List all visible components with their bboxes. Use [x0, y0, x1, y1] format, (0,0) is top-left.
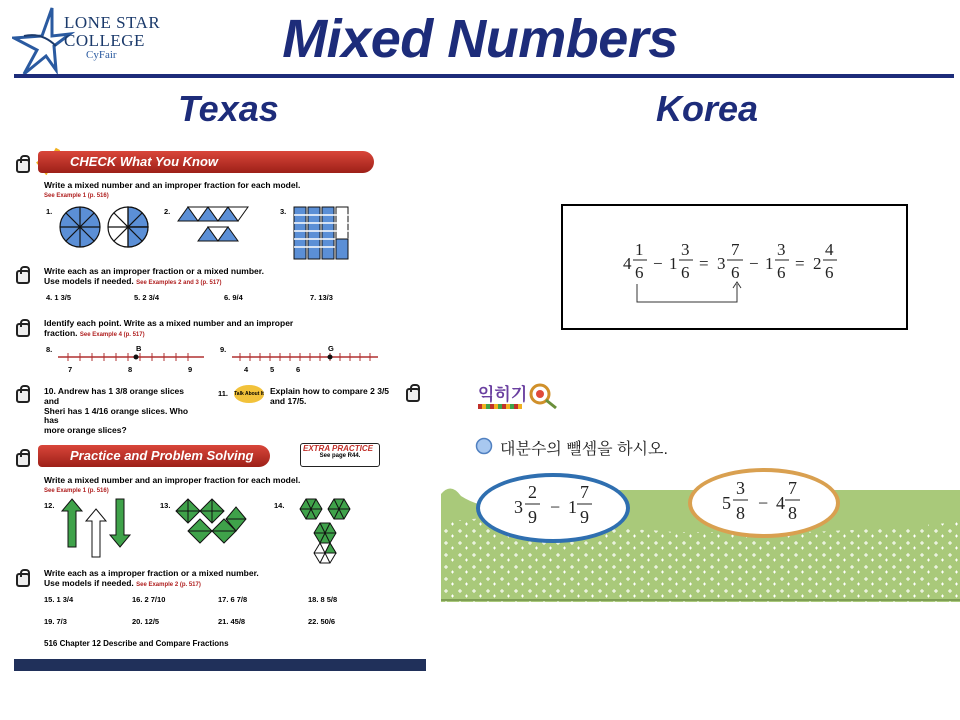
tick-label: 4: [244, 365, 249, 374]
hexagon-fraction-model: [290, 495, 362, 565]
check-instruction-3a: Identify each point. Write as a mixed number and an improper: [44, 318, 294, 328]
p2-a-den: 8: [736, 503, 745, 523]
p2-b-whole: 4: [776, 493, 785, 513]
numberline-8-point: B: [136, 344, 142, 353]
check-instruction-2: [44, 267, 264, 287]
question-10-line3: more orange slices?: [44, 425, 127, 436]
exercise-16: 16. 2 7/10: [132, 595, 166, 604]
b-whole: 1: [669, 254, 678, 273]
practice-see-2: See Example 2 (p. 517): [136, 581, 201, 588]
extra-practice-page: See page R44.: [319, 453, 361, 459]
p1-b-den: 9: [580, 507, 589, 527]
r-whole: 2: [813, 254, 822, 273]
check-banner: [38, 151, 374, 173]
texas-textbook-page: [14, 145, 426, 671]
exercise-4: 4. 1 3/5: [46, 293, 72, 302]
a-whole: 4: [623, 254, 632, 273]
check-instruction-2b: Use models if needed.: [44, 275, 134, 286]
exercise-18: 18. 8 5/8: [308, 595, 338, 604]
check-instruction-1: Write a mixed number and an improper fraction for each model.: [44, 180, 301, 190]
practice-see-1: See Example 1 (p. 516): [44, 488, 109, 494]
svg-text:=: =: [795, 254, 805, 273]
numberline-8: [56, 350, 206, 364]
p1-b-num: 7: [580, 482, 589, 502]
numberline-9-label: 9.: [220, 345, 227, 354]
item-13-label: 13.: [160, 501, 171, 510]
extra-practice-title: EXTRA PRACTICE: [303, 444, 373, 453]
check-instruction-3b: fraction.: [44, 327, 78, 338]
worked-subtraction-example: [563, 206, 906, 328]
page-nav-bar: [14, 659, 426, 671]
exercise-17: 17. 6 7/8: [218, 595, 248, 604]
magnifier-icon: [528, 380, 560, 410]
tick-label: 9: [188, 365, 193, 374]
tick-label: 8: [128, 365, 133, 374]
p2-b-num: 7: [788, 478, 797, 498]
logo-text: [64, 14, 160, 61]
korea-prompt: 대분수의 뺄셈을 하시오.: [500, 441, 668, 458]
practice-banner-text: Practice and Problem Solving: [70, 448, 254, 463]
d-whole: 1: [765, 254, 774, 273]
item-14-label: 14.: [274, 501, 285, 510]
texas-heading: Texas: [178, 88, 279, 129]
arrow-fraction-model: [60, 497, 132, 559]
exercise-21: 21. 45/8: [218, 617, 246, 626]
c-num: 7: [731, 240, 740, 259]
p1-a-num: 2: [528, 482, 537, 502]
tick-label: 6: [296, 365, 301, 374]
exercise-19: 19. 7/3: [44, 617, 67, 626]
lock-icon: [16, 573, 30, 587]
item-1-label: 1.: [46, 207, 53, 216]
check-see-3: See Example 4 (p. 517): [79, 331, 145, 338]
logo-line2: COLLEGE: [64, 31, 145, 50]
item-2-label: 2.: [164, 207, 171, 216]
p2-a-whole: 5: [722, 493, 731, 513]
practice-instruction-1: Write a mixed number and an improper fraction for each model.: [44, 475, 301, 485]
practice-banner: [38, 445, 270, 467]
exercise-20: 20. 12/5: [132, 617, 160, 626]
tick-label: 7: [68, 365, 73, 374]
lock-icon: [16, 389, 30, 403]
korea-heading: Korea: [656, 88, 759, 129]
question-11-line1: Explain how to compare 2 3/5: [270, 386, 390, 396]
p2-b-den: 8: [788, 503, 797, 523]
check-banner-text: CHECK What You Know: [70, 154, 219, 169]
title-rule: [14, 74, 954, 78]
question-10: [44, 387, 194, 436]
a-den: 6: [635, 263, 644, 282]
b-den: 6: [681, 263, 690, 282]
exercise-15: 15. 1 3/4: [44, 595, 74, 604]
r-num: 4: [825, 240, 834, 259]
practice-instruction-2b: Use models if needed.: [44, 577, 134, 588]
talk-about-it-badge: Talk About It: [234, 385, 264, 403]
page-footer: 516 Chapter 12 Describe and Compare Fractions: [44, 639, 229, 648]
svg-text:−: −: [758, 493, 769, 513]
question-11-label: 11.: [218, 389, 229, 398]
svg-text:=: =: [699, 254, 709, 273]
practice-heading: 익히기: [478, 385, 528, 404]
lock-icon: [16, 453, 30, 467]
tick-label: 5: [270, 365, 275, 374]
question-11-line2: and 17/5.: [270, 395, 307, 406]
exercise-7: 7. 13/3: [310, 293, 333, 302]
question-10-line2: Sheri has 1 4/16 orange slices. Who has: [44, 405, 189, 426]
question-10-line1: 10. Andrew has 1 3/8 orange slices and: [44, 386, 185, 406]
practice-instruction-2a: Write each as a improper fraction or a mixed number.: [44, 568, 259, 578]
lock-icon: [16, 270, 30, 284]
item-3-label: 3.: [280, 207, 287, 216]
exercise-6: 6. 9/4: [224, 293, 243, 302]
problem-1-expression: [476, 473, 630, 543]
practice-instruction-2: [44, 569, 259, 589]
check-see-2: See Examples 2 and 3 (p. 517): [136, 279, 222, 286]
p1-a-whole: 3: [514, 497, 523, 517]
extra-practice-box: [300, 443, 380, 467]
numberline-8-label: 8.: [46, 345, 53, 354]
slide-title: Mixed Numbers: [282, 9, 678, 69]
p1-a-den: 9: [528, 507, 537, 527]
check-instruction-2a: Write each as an improper fraction or a mixed number.: [44, 266, 264, 276]
lock-icon: [16, 323, 30, 337]
svg-text:−: −: [653, 254, 663, 273]
d-num: 3: [777, 240, 786, 259]
svg-text:−: −: [550, 497, 561, 517]
circle-fraction-model: [58, 203, 158, 251]
check-instruction-3: [44, 319, 293, 339]
c-den: 6: [731, 263, 740, 282]
d-den: 6: [777, 263, 786, 282]
bar-fraction-model: [292, 205, 356, 261]
r-den: 6: [825, 263, 834, 282]
bullet-circle-icon: [475, 437, 493, 455]
regroup-arrow: [637, 284, 737, 302]
numberline-9: [230, 350, 380, 364]
exercise-5: 5. 2 3/4: [134, 293, 160, 302]
numberline-9-point: G: [328, 344, 334, 353]
logo-line1: LONE STAR: [64, 13, 161, 32]
korea-example-box: [561, 204, 908, 330]
triangle-fraction-model: [176, 205, 250, 245]
item-12-label: 12.: [44, 501, 55, 510]
diamond-fraction-model: [174, 497, 248, 545]
exercise-22: 22. 50/6: [308, 617, 336, 626]
lock-icon: [16, 159, 30, 173]
a-num: 1: [635, 240, 644, 259]
question-11: [270, 387, 420, 407]
check-see-1: See Example 1 (p. 516): [44, 193, 109, 199]
p2-a-num: 3: [736, 478, 745, 498]
c-whole: 3: [717, 254, 726, 273]
heading-underline: [478, 404, 522, 409]
svg-text:−: −: [749, 254, 759, 273]
lock-icon: [406, 388, 420, 402]
logo-line3: CyFair: [86, 49, 117, 61]
p1-b-whole: 1: [568, 497, 577, 517]
problem-2-expression: [688, 468, 840, 538]
b-num: 3: [681, 240, 690, 259]
star-icon: [14, 8, 70, 74]
